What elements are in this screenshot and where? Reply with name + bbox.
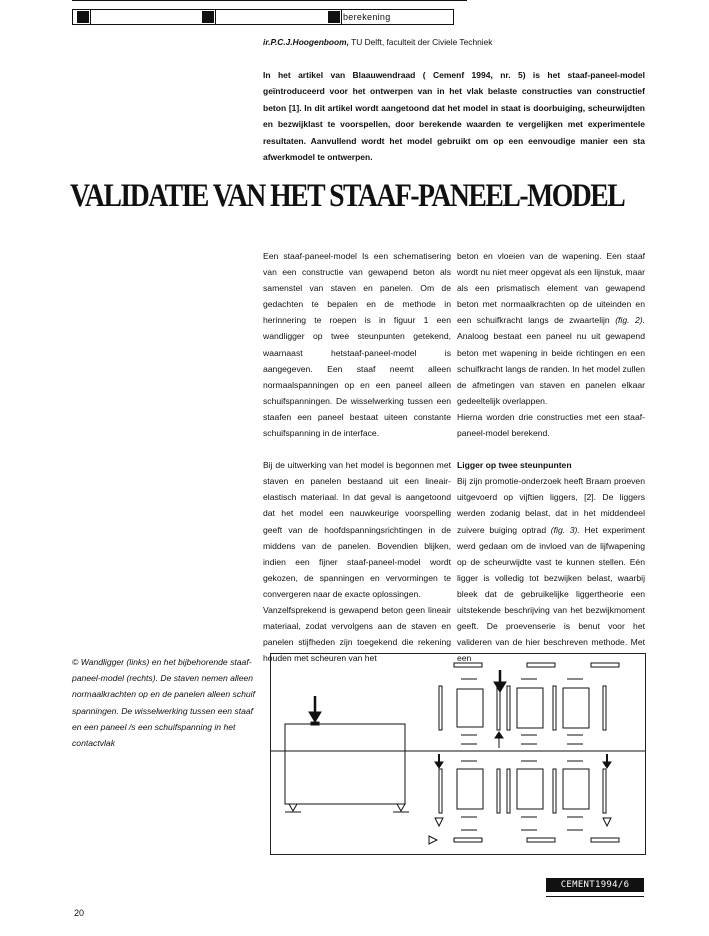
paragraph bbox=[457, 248, 645, 409]
paragraph: Vanzelfsprekend is gewapend beton geen lineair materiaal, zodat vervolgens aan de staven en panelen stijfheden zijn toegekend die rekening houden met scheuren van het bbox=[263, 604, 451, 664]
byline bbox=[263, 37, 492, 47]
section-heading: Ligger op twee steunpunten bbox=[457, 460, 572, 471]
shear-arrows bbox=[435, 670, 611, 830]
author-name: ir.P.C.J.Hoogenboom, bbox=[263, 37, 349, 47]
paragraph: Bij de uitwerking van het model is begonnen met staven en panelen bestaand uit een lineair-elastisch materiaal. In dat geval is aangetoond dat het model een nauwkeurige voorspelling geeft van de hoofdspanningsrichtingen in de middens van de panelen. Bovendien blijken, indien een fijner staaf-paneel-model wordt gekozen, de spanningen en vervormingen te convergeren naar de exacte oplossingen. bbox=[263, 460, 451, 599]
body-column-2 bbox=[457, 248, 645, 666]
author-affiliation: TU Delft, faculteit der Civiele Techniek bbox=[348, 37, 493, 47]
header-marker bbox=[202, 11, 214, 23]
header-marker bbox=[77, 11, 89, 23]
header-marker bbox=[328, 11, 340, 23]
page-number: 20 bbox=[74, 908, 85, 918]
wall-beam bbox=[285, 724, 405, 804]
paragraph-text: beton en vloeien van de wapening. Een staaf wordt nu niet meer opgevat als een lijnstuk, maar als een prismatisch element van gewapend beton met normaalkrachten op de uiteinden en een schuifkracht langs de zwaartelijn bbox=[457, 251, 645, 326]
paragraph-text: Bij zijn promotie-onderzoek heeft Braam proeven uitgevoerd op vijftien liggers, [2]. De liggers werden zodanig belast, dat in het middendeel zuivere buiging optrad bbox=[457, 476, 645, 535]
support-left bbox=[289, 804, 297, 811]
figure-caption: © Wandligger (links) en het bijbehorende staaf-paneel-model (rechts). De staven nemen alleen normaalkrachten op en de panelen alleen schuif spanningen. De wisselwerking tussen een staaf en een paneel /s een schuifspanning in het contactvlak bbox=[72, 657, 255, 749]
figure-1 bbox=[270, 653, 646, 855]
paragraph: Hierna worden drie constructies met een staaf-paneel-model berekend. bbox=[457, 411, 645, 439]
support-right bbox=[397, 804, 405, 811]
magazine-logo: CEMENT1994/6 bbox=[546, 878, 644, 892]
article-title: VALIDATIE VAN HET STAAF-PANEEL-MODEL bbox=[70, 178, 625, 214]
header-divider bbox=[341, 10, 342, 24]
figure-ref: (fig. 2). bbox=[615, 315, 645, 326]
paragraph-text: Het experiment werd gedaan om de invloed van de lijfwapening op de scheurwijdte vast te kunnen stellen. Eén ligger is volledig tot bezwijken belast, waarbij bleek dat de gebruikelijke liggertheorie een uitstekende beschrijving van het bezwijkmoment geeft. De proevenserie is benut voor het valideren van de hier beschreven methode. Met een bbox=[457, 524, 645, 664]
paragraph-text: Analoog bestaat een paneel nu uit gewapend beton met wapening in beide richtingen en een schuifkracht langs de randen. In het model zullen de afmetingen van staven en panelen elkaar gedeeltelijk overlappen. bbox=[457, 331, 645, 406]
running-header bbox=[72, 9, 454, 25]
figure-drawing bbox=[271, 654, 645, 854]
paragraph: Een staaf-paneel-model Is een schematisering van een constructie van gewapend beton als samenstel van staven en panelen. Om de gedachten te bepalen en de methode in herinnering te roepen is in figuur 1 een wandligger op twee steunpunten getekend, waarnaast hetstaaf-paneel-model is aangegeven. Een staaf neemt alleen normaalspanningen op en een paneel alleen schuifspanningen. De wisselwerking tussen een staafen een paneel bestaat uiteen constante schuifspanning in de interface. bbox=[263, 251, 451, 439]
body-column-1 bbox=[263, 248, 451, 666]
paragraph bbox=[457, 473, 645, 666]
lead-paragraph: In het artikel van Blaauwendraad ( Cemenf 1994, nr. 5) is het staaf-paneel-model geïntroduceerd voor het ontwerpen van in het vlak belaste constructies van constructief beton [1]. In dit artikel wordt aangetoond dat het model in staat is doorbuiging, scheurwijdten en bezwijklast te voorspellen, door berekende waarden te vergelijken met experimentele resultaten. Aanvullend wordt het model gebruikt om op een eenvoudige manier een sta afwerkmodel te ontwerpen. bbox=[263, 70, 645, 163]
header-divider bbox=[215, 10, 216, 24]
header-divider bbox=[90, 10, 91, 24]
top-rule bbox=[72, 0, 467, 1]
section-label: berekening bbox=[343, 12, 391, 22]
footer-rule bbox=[546, 896, 644, 897]
load-arrow-left-head bbox=[309, 712, 321, 722]
figure-ref: (fig. 3). bbox=[550, 524, 580, 535]
